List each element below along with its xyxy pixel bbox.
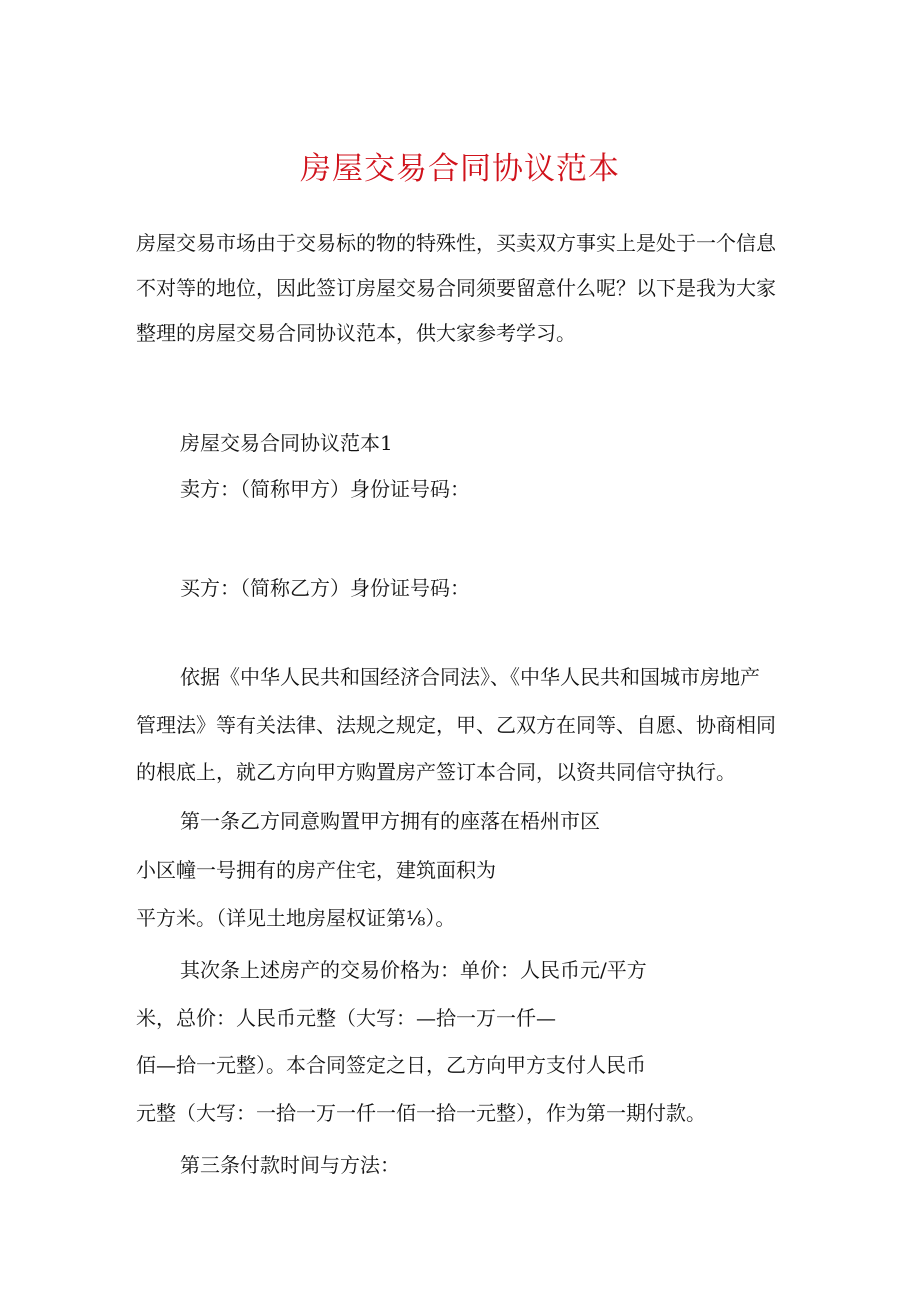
article2-line-2: 米，总价：人民币元整（大写：—拾一万一仟— bbox=[136, 1006, 556, 1030]
article1-line-2: 小区幢一号拥有的房产住宅，建筑面积为 bbox=[136, 858, 496, 882]
buyer-line: 买方：（简称乙方）身份证号码： bbox=[180, 576, 470, 600]
article3-heading: 第三条付款时间与方法： bbox=[180, 1153, 400, 1177]
intro-line-3: 整理的房屋交易合同协议范本，供大家参考学习。 bbox=[136, 321, 576, 345]
document-title: 房屋交易合同协议范本 bbox=[300, 151, 620, 187]
article2-line-4: 元整（大写：一拾一万一仟一佰一拾一元整），作为第一期付款。 bbox=[136, 1101, 706, 1125]
article1-line-1: 第一条乙方同意购置甲方拥有的座落在梧州市区 bbox=[180, 809, 600, 833]
article2-line-1: 其次条上述房产的交易价格为：单价：人民币元/平方 bbox=[180, 958, 647, 982]
intro-line-2: 不对等的地位，因此签订房屋交易合同须要留意什么呢？以下是我为大家 bbox=[136, 276, 776, 300]
section-heading: 房屋交易合同协议范本1 bbox=[180, 431, 393, 455]
basis-line-2: 管理法》等有关法律、法规之规定，甲、乙双方在同等、自愿、协商相同 bbox=[136, 713, 776, 737]
intro-line-1: 房屋交易市场由于交易标的物的特殊性，买卖双方事实上是处于一个信息 bbox=[136, 231, 776, 255]
seller-line: 卖方：（简称甲方）身份证号码： bbox=[180, 477, 470, 501]
article1-line-3: 平方米。（详见土地房屋权证第⅛）。 bbox=[136, 906, 456, 930]
article2-line-3: 佰—拾一元整）。本合同签定之日，乙方向甲方支付人民币 bbox=[136, 1053, 646, 1077]
basis-line-1: 依据《中华人民共和国经济合同法》、《中华人民共和国城市房地产 bbox=[180, 665, 760, 689]
basis-line-3: 的根底上，就乙方向甲方购置房产签订本合同，以资共同信守执行。 bbox=[136, 760, 736, 784]
